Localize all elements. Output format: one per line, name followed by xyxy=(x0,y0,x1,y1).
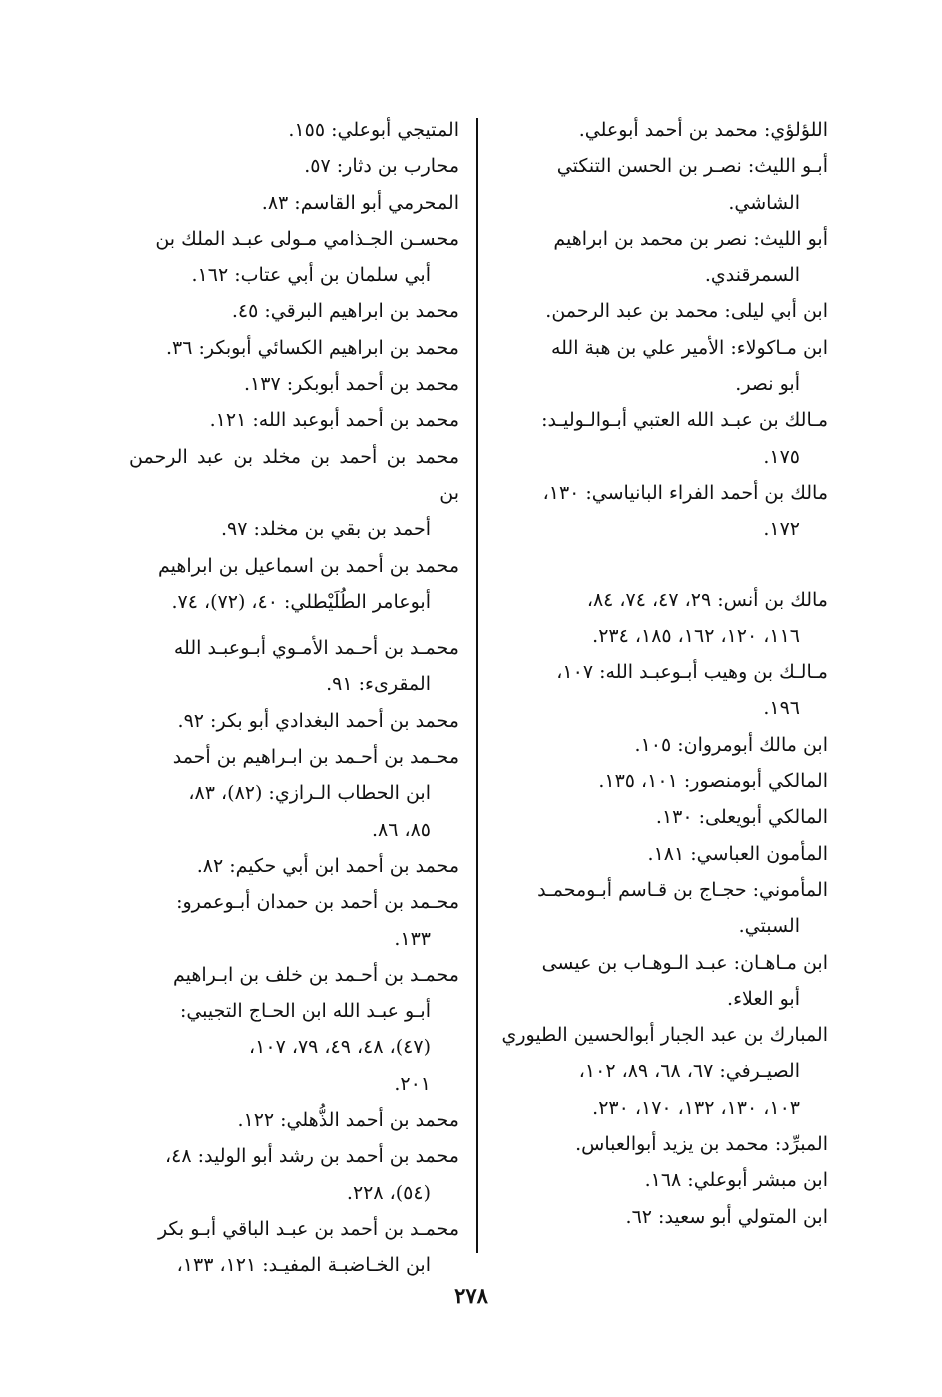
entry-continuation-line: أبـو عبـد الله ابن الحـاج التجيبي: xyxy=(179,1000,431,1023)
index-entry xyxy=(493,763,828,799)
entry-first-line: محمد بن أحمد البغدادي أبو بكر: ٩٢. xyxy=(177,709,459,732)
index-entry xyxy=(493,836,828,872)
index-entry xyxy=(493,1017,828,1126)
entry-continuation-line: (٤٧)، ٤٨، ٤٩، ٧٩، ١٠٧، xyxy=(249,1036,431,1059)
index-entry xyxy=(129,703,459,739)
page-number: ٢٧٨ xyxy=(454,1283,488,1308)
entry-continuation-line: المقرىء: ٩١. xyxy=(326,673,431,696)
index-entry xyxy=(129,366,459,402)
entry-first-line: محمـد بن أحـمد الأمـوي أبـوعبـد الله xyxy=(173,637,459,660)
index-entry xyxy=(129,1211,459,1284)
index-entry xyxy=(129,548,459,621)
entry-first-line: محارب بن دثار: ٥٧. xyxy=(304,155,459,178)
index-entry xyxy=(493,112,828,148)
entry-continuation-line: أبو نصر. xyxy=(735,373,800,396)
entry-continuation-line: ١٧٥. xyxy=(763,445,800,468)
index-entry xyxy=(493,872,828,945)
entry-first-line: محمد بن أحمد بن رشد أبو الوليد: ٤٨، xyxy=(165,1145,459,1168)
index-entry xyxy=(129,848,459,884)
entry-first-line: ابن مـاكولاء: الأمير علي بن هبة الله xyxy=(550,336,828,359)
entry-continuation-line: ١٧٢. xyxy=(763,518,800,541)
entry-first-line: محمد بن أحمد أبوعبد الله: ١٢١. xyxy=(209,409,459,432)
entry-first-line: المبارك بن عبد الجبار أبوالحسين الطيوري xyxy=(501,1024,828,1047)
index-entry xyxy=(493,799,828,835)
entry-first-line: مـالك بن عبـد الله العتبي أبـوالـوليـد: xyxy=(541,409,828,432)
entry-first-line: محـمد بن أحـمد بن ابـراهيم بن أحمد xyxy=(172,746,459,769)
index-entry xyxy=(129,112,459,148)
entry-continuation-line: ابن الحطاب الـرازي: (٨٢)، ٨٣، xyxy=(188,782,431,805)
index-entry xyxy=(493,330,828,403)
entry-continuation-line: أحمد بن بقي بن مخلد: ٩٧. xyxy=(221,518,431,541)
entry-continuation-line: السمرقندي. xyxy=(704,264,800,287)
entry-first-line: أبو الليث: نصر بن محمد بن ابراهيم xyxy=(553,227,828,250)
entry-continuation-line: (٥٤)، ٢٢٨. xyxy=(346,1181,431,1204)
entry-spacer xyxy=(493,548,828,582)
index-entry xyxy=(493,402,828,475)
entry-first-line: محمد بن أحمد أبوبكر: ١٣٧. xyxy=(243,373,459,396)
entry-first-line: المبرِّد: محمد بن يزيد أبوالعباس. xyxy=(575,1133,828,1156)
index-entry xyxy=(129,630,459,703)
entry-first-line: ابن مالك أبومروان: ١٠٥. xyxy=(634,733,828,756)
index-entry xyxy=(493,945,828,1018)
entry-first-line: محسـن الجـذامي مـولى عبـد الملك بن xyxy=(155,227,459,250)
entry-continuation-line: ١١٦، ١٢٠، ١٦٢، ١٨٥، ٢٣٤. xyxy=(592,624,800,647)
entry-continuation-line: ابن الخـاضبـة المفيـد: ١٢١، ١٣٣، xyxy=(176,1254,431,1277)
index-entry xyxy=(493,1126,828,1162)
column-divider xyxy=(476,118,478,1253)
entry-first-line: محمد بن ابراهيم الكسائي أبوبكر: ٣٦. xyxy=(165,336,459,359)
left-column xyxy=(129,112,459,1284)
entry-continuation-line: أبوعامر الطُلَيْطلي: ٤٠، (٧٢)، ٧٤. xyxy=(171,590,431,613)
index-entry xyxy=(129,1102,459,1138)
entry-first-line: المحرمي أبو القاسم: ٨٣. xyxy=(261,191,459,214)
entry-first-line: المأموني: حجـاج بن قـاسم أبـومحمـد xyxy=(537,878,828,901)
index-entry xyxy=(493,582,828,655)
index-entry xyxy=(493,1199,828,1235)
entry-first-line: محمد بن أحمد ابن أبي حكيم: ٨٢. xyxy=(196,854,459,877)
entry-first-line: محمد بن ابراهيم البرقي: ٤٥. xyxy=(231,300,459,323)
index-entry xyxy=(493,221,828,294)
entry-first-line: ابن مبشر أبوعلي: ١٦٨. xyxy=(644,1169,828,1192)
index-entry xyxy=(493,1162,828,1198)
entry-first-line: ابن مـاهـان: عبـد الـوهـاب بن عيسى xyxy=(541,951,828,974)
entry-continuation-line: ١٩٦. xyxy=(763,697,800,720)
index-entry xyxy=(493,148,828,221)
entry-first-line: مالك بن أنس: ٢٩، ٤٧، ٧٤، ٨٤، xyxy=(586,588,828,611)
index-entry xyxy=(129,439,459,548)
entry-continuation-line: أبو العلاء. xyxy=(727,987,800,1010)
index-entry xyxy=(129,957,459,1102)
entry-first-line: المتيجي أبوعلي: ١٥٥. xyxy=(288,119,459,141)
entry-first-line: محمد بن أحمد بن اسماعيل بن ابراهيم xyxy=(157,554,459,577)
entry-first-line: محمد بن أحمد بن مخلد بن عبد الرحمن بن xyxy=(129,445,459,504)
entry-first-line: ابن أبي ليلى: محمد بن عبد الرحمن. xyxy=(545,300,828,323)
entry-continuation-line: الصيـرفي: ٦٧، ٦٨، ٨٩، ١٠٢، xyxy=(578,1060,800,1083)
index-entry xyxy=(493,475,828,548)
entry-first-line: محمد بن أحمد الذُّهلي: ١٢٢. xyxy=(237,1109,459,1132)
index-entry xyxy=(129,293,459,329)
entry-first-line: المأمون العباسي: ١٨١. xyxy=(647,842,828,865)
index-entry xyxy=(493,727,828,763)
index-entry xyxy=(129,884,459,957)
entry-first-line: أبـو الليث: نصـر بن الحسن التنكتي xyxy=(556,155,828,178)
index-entry xyxy=(493,654,828,727)
entry-first-line: المالكي أبويعلى: ١٣٠. xyxy=(655,806,828,829)
index-entry xyxy=(129,402,459,438)
entry-continuation-line: ١٣٣. xyxy=(394,927,431,950)
index-entry xyxy=(129,221,459,294)
entry-continuation-line: ١٠٣، ١٣٠، ١٣٢، ١٧٠، ٢٣٠. xyxy=(592,1096,800,1119)
entry-continuation-line: أبي سلمان بن أبي عتاب: ١٦٢. xyxy=(191,264,431,287)
entry-continuation-line: الشاشي. xyxy=(728,191,800,214)
index-entry xyxy=(129,739,459,848)
entry-first-line: محـمد بن أحمد بن حمدان أبـوعمرو: xyxy=(176,891,459,914)
entry-first-line: مـالـك بن وهيب أبـوعبـد الله: ١٠٧، xyxy=(556,661,828,684)
entry-first-line: ابن المتولي أبو سعيد: ٦٢. xyxy=(625,1205,828,1228)
index-entry xyxy=(129,148,459,184)
entry-first-line: محمـد بن أحـمد بن خلف بن ابـراهيم xyxy=(172,963,459,986)
index-entry xyxy=(129,185,459,221)
entry-continuation-line: ٨٥، ٨٦. xyxy=(371,818,431,841)
entry-first-line: محمـد بن أحمد بن عبـد الباقي أبـو بكر xyxy=(157,1217,459,1240)
entry-continuation-line: ٢٠١. xyxy=(394,1072,431,1095)
right-column xyxy=(493,112,828,1235)
entry-spacer xyxy=(129,620,459,630)
entry-first-line: المالكي أبومنصور: ١٠١، ١٣٥. xyxy=(598,770,828,793)
entry-first-line: مالك بن أحمد الفراء البانياسي: ١٣٠، xyxy=(542,481,828,504)
entry-first-line: اللؤلؤي: محمد بن أحمد أبوعلي. xyxy=(578,119,828,141)
index-entry xyxy=(129,330,459,366)
entry-continuation-line: السبتي. xyxy=(738,915,800,938)
index-entry xyxy=(493,293,828,329)
index-entry xyxy=(129,1138,459,1211)
